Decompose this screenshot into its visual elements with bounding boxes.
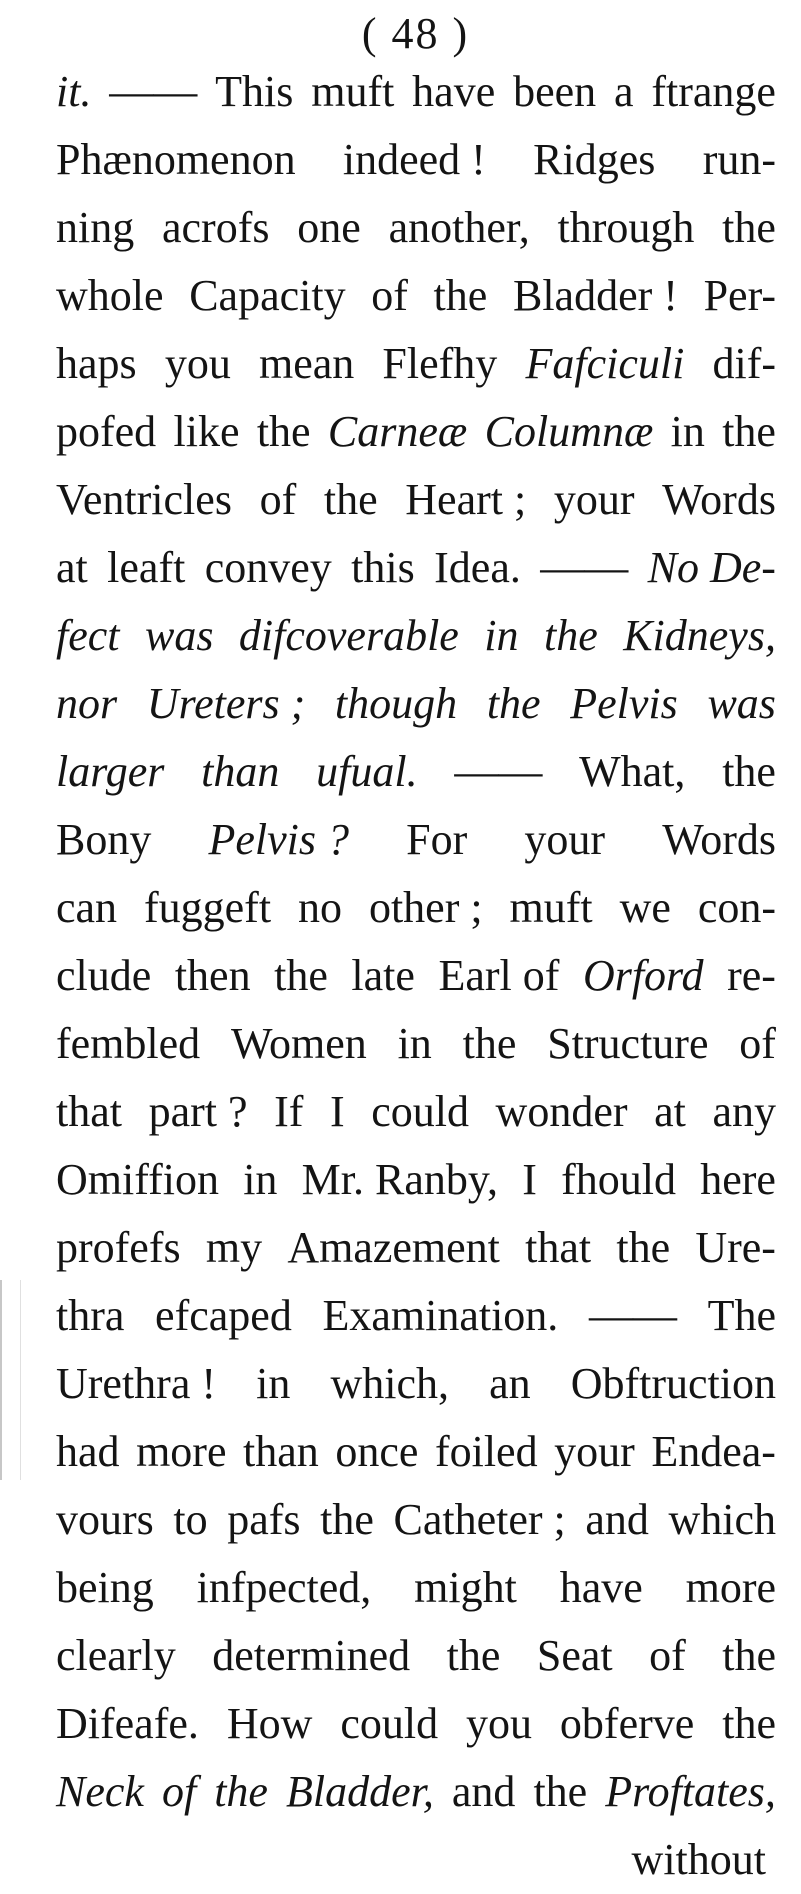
- word: mean: [258, 339, 355, 388]
- word: than: [201, 747, 280, 796]
- word: Ventricles: [56, 475, 232, 524]
- word: Flefhy: [382, 339, 498, 388]
- text-line: [56, 1622, 776, 1690]
- word: ——: [588, 1291, 677, 1340]
- word: like: [173, 407, 240, 456]
- word: that: [525, 1223, 592, 1272]
- word: Difeafe.: [56, 1699, 199, 1748]
- word: your: [553, 475, 635, 524]
- word: of: [161, 1767, 197, 1816]
- word: the: [533, 1767, 588, 1816]
- text-line: [56, 806, 776, 874]
- word: thra: [56, 1291, 125, 1340]
- text-line: [56, 1078, 776, 1146]
- word: can: [56, 883, 118, 932]
- catchword-text: without: [631, 1835, 766, 1884]
- text-line: [56, 534, 776, 602]
- word: fhould: [561, 1155, 676, 1204]
- word: efcaped: [155, 1291, 292, 1340]
- word: Kidneys,: [623, 611, 776, 660]
- word: Structure: [547, 1019, 709, 1068]
- word: part ?: [148, 1087, 248, 1136]
- word: ——: [109, 67, 198, 116]
- text-line: [56, 1282, 776, 1350]
- word: Ridges: [533, 135, 656, 184]
- word: Catheter ;: [393, 1495, 566, 1544]
- word: obferve: [559, 1699, 695, 1748]
- word: could: [340, 1699, 439, 1748]
- text-line: [56, 670, 776, 738]
- word: Urethra !: [56, 1359, 217, 1408]
- word: through: [557, 203, 695, 252]
- word: Examination.: [322, 1291, 559, 1340]
- word: ufual.: [316, 747, 418, 796]
- text-line: [56, 602, 776, 670]
- word: Idea.: [434, 543, 521, 592]
- word: nor: [56, 679, 118, 728]
- word: the: [722, 1699, 776, 1748]
- word: the: [274, 951, 328, 1000]
- word: Obftruction: [570, 1359, 776, 1408]
- word: the: [433, 271, 488, 320]
- word: the: [722, 407, 776, 456]
- word: convey: [204, 543, 332, 592]
- word: the: [722, 747, 776, 796]
- text-line: [56, 874, 776, 942]
- word: once: [335, 1427, 419, 1476]
- word: Carneæ: [327, 407, 468, 456]
- word: you: [466, 1699, 532, 1748]
- text-line: [56, 330, 776, 398]
- word: was: [144, 611, 214, 660]
- word: had: [56, 1427, 120, 1476]
- word: it.: [56, 67, 92, 116]
- text-line: [56, 58, 776, 126]
- word: Phænomenon: [56, 135, 296, 184]
- word: and: [585, 1495, 649, 1544]
- word: Omiffion: [56, 1155, 219, 1204]
- word: Endea-: [651, 1427, 776, 1476]
- word: this: [351, 543, 415, 592]
- word: no: [298, 883, 342, 932]
- word: larger: [56, 747, 165, 796]
- word: Pelvis: [570, 679, 678, 728]
- word: been: [513, 67, 597, 116]
- word: have: [412, 67, 496, 116]
- word: of: [739, 1019, 776, 1068]
- text-line: [56, 1214, 776, 1282]
- word: clude: [56, 951, 152, 1000]
- word: more: [685, 1563, 776, 1612]
- word: Neck: [56, 1767, 144, 1816]
- word: Per-: [703, 271, 776, 320]
- word: foiled: [434, 1427, 538, 1476]
- text-line: [56, 1010, 776, 1078]
- word: The: [707, 1291, 776, 1340]
- word: my: [205, 1223, 263, 1272]
- word: the: [256, 407, 311, 456]
- word: Pelvis ?: [208, 815, 350, 864]
- text-line: [56, 194, 776, 262]
- word: I: [329, 1087, 345, 1136]
- word: in: [256, 1359, 291, 1408]
- word: your: [554, 1427, 635, 1476]
- word: other ;: [368, 883, 483, 932]
- word: leaft: [107, 543, 186, 592]
- word: in: [670, 407, 705, 456]
- word: Words: [662, 815, 776, 864]
- text-line: [56, 738, 776, 806]
- word: whole: [56, 271, 164, 320]
- word: you: [164, 339, 231, 388]
- text-line: [56, 1418, 776, 1486]
- word: What,: [579, 747, 686, 796]
- word: clearly: [56, 1631, 176, 1680]
- word: Mr. Ranby,: [301, 1155, 499, 1204]
- word: wonder: [495, 1087, 628, 1136]
- word: This: [215, 67, 294, 116]
- word: profefs: [56, 1223, 181, 1272]
- text-line: [56, 262, 776, 330]
- word: the: [722, 203, 776, 252]
- word: Earl of: [438, 951, 560, 1000]
- text-line: [56, 1554, 776, 1622]
- word: run-: [702, 135, 776, 184]
- word: ning: [56, 203, 135, 252]
- word: the: [462, 1019, 517, 1068]
- text-line: [56, 1758, 776, 1826]
- word: the: [486, 679, 541, 728]
- word: of: [649, 1631, 686, 1680]
- body-text: [56, 58, 776, 1894]
- word: Seat: [536, 1631, 613, 1680]
- word: Ureters ;: [146, 679, 306, 728]
- word: difcoverable: [238, 611, 459, 660]
- word: the: [446, 1631, 501, 1680]
- word: the: [320, 1495, 374, 1544]
- word: pofed: [56, 407, 157, 456]
- word: Amazement: [287, 1223, 500, 1272]
- word: might: [414, 1563, 517, 1612]
- word: re-: [727, 951, 776, 1000]
- word: a: [613, 67, 634, 116]
- word: of: [371, 271, 408, 320]
- word: one: [297, 203, 361, 252]
- word: acrofs: [162, 203, 270, 252]
- word: and: [451, 1767, 516, 1816]
- word: which: [668, 1495, 776, 1544]
- word: here: [700, 1155, 776, 1204]
- word: muft: [311, 67, 395, 116]
- word: have: [559, 1563, 643, 1612]
- word: pafs: [227, 1495, 301, 1544]
- word: than: [243, 1427, 319, 1476]
- word: fuggeft: [144, 883, 272, 932]
- word: in: [397, 1019, 432, 1068]
- word: could: [371, 1087, 469, 1136]
- word: Bladder,: [285, 1767, 434, 1816]
- word: Bony: [56, 815, 152, 864]
- word: the: [543, 611, 598, 660]
- word: If: [274, 1087, 304, 1136]
- word: indeed !: [342, 135, 486, 184]
- text-line: [56, 1146, 776, 1214]
- word: No De-: [647, 543, 776, 592]
- word: Orford: [582, 951, 704, 1000]
- word: an: [489, 1359, 531, 1408]
- word: ftrange: [651, 67, 776, 116]
- word: ——: [454, 747, 543, 796]
- word: was: [707, 679, 776, 728]
- word: fembled: [56, 1019, 201, 1068]
- word: fect: [56, 611, 120, 660]
- word: For: [406, 815, 468, 864]
- word: at: [654, 1087, 686, 1136]
- word: of: [259, 475, 297, 524]
- word: infpected,: [196, 1563, 372, 1612]
- word: Fafciculi: [525, 339, 685, 388]
- word: we: [619, 883, 671, 932]
- word: the: [722, 1631, 776, 1680]
- word: the: [323, 475, 378, 524]
- word: at: [56, 543, 88, 592]
- word: Columnæ: [484, 407, 654, 456]
- word: another,: [388, 203, 530, 252]
- word: Heart ;: [405, 475, 527, 524]
- word: the: [616, 1223, 671, 1272]
- word: dif-: [712, 339, 776, 388]
- word: determined: [212, 1631, 411, 1680]
- text-line: [56, 398, 776, 466]
- word: in: [243, 1155, 278, 1204]
- page-edge-shadow: [0, 1280, 21, 1480]
- word: Words: [662, 475, 776, 524]
- word: then: [174, 951, 251, 1000]
- text-line: [56, 1690, 776, 1758]
- word: vours: [56, 1495, 154, 1544]
- text-line: [56, 1350, 776, 1418]
- word: which,: [330, 1359, 449, 1408]
- word: Capacity: [189, 271, 346, 320]
- word: ——: [540, 543, 629, 592]
- text-line: [56, 1486, 776, 1554]
- word: any: [712, 1087, 776, 1136]
- word: con-: [697, 883, 776, 932]
- text-line: [56, 126, 776, 194]
- word: muft: [509, 883, 593, 932]
- word: Women: [230, 1019, 367, 1068]
- word: your: [524, 815, 606, 864]
- word: to: [173, 1495, 208, 1544]
- word: Ure-: [695, 1223, 776, 1272]
- word: being: [56, 1563, 154, 1612]
- page-number: ( 48 ): [361, 9, 470, 58]
- word: I: [522, 1155, 537, 1204]
- text-line: [56, 942, 776, 1010]
- word: late: [351, 951, 415, 1000]
- word: How: [226, 1699, 313, 1748]
- text-line: [56, 466, 776, 534]
- word: though: [334, 679, 458, 728]
- word: in: [484, 611, 519, 660]
- word: the: [214, 1767, 268, 1816]
- catchword: [56, 1826, 776, 1894]
- word: that: [56, 1087, 122, 1136]
- word: Bladder !: [512, 271, 678, 320]
- word: Proftates,: [605, 1767, 776, 1816]
- word: haps: [56, 339, 137, 388]
- word: more: [136, 1427, 227, 1476]
